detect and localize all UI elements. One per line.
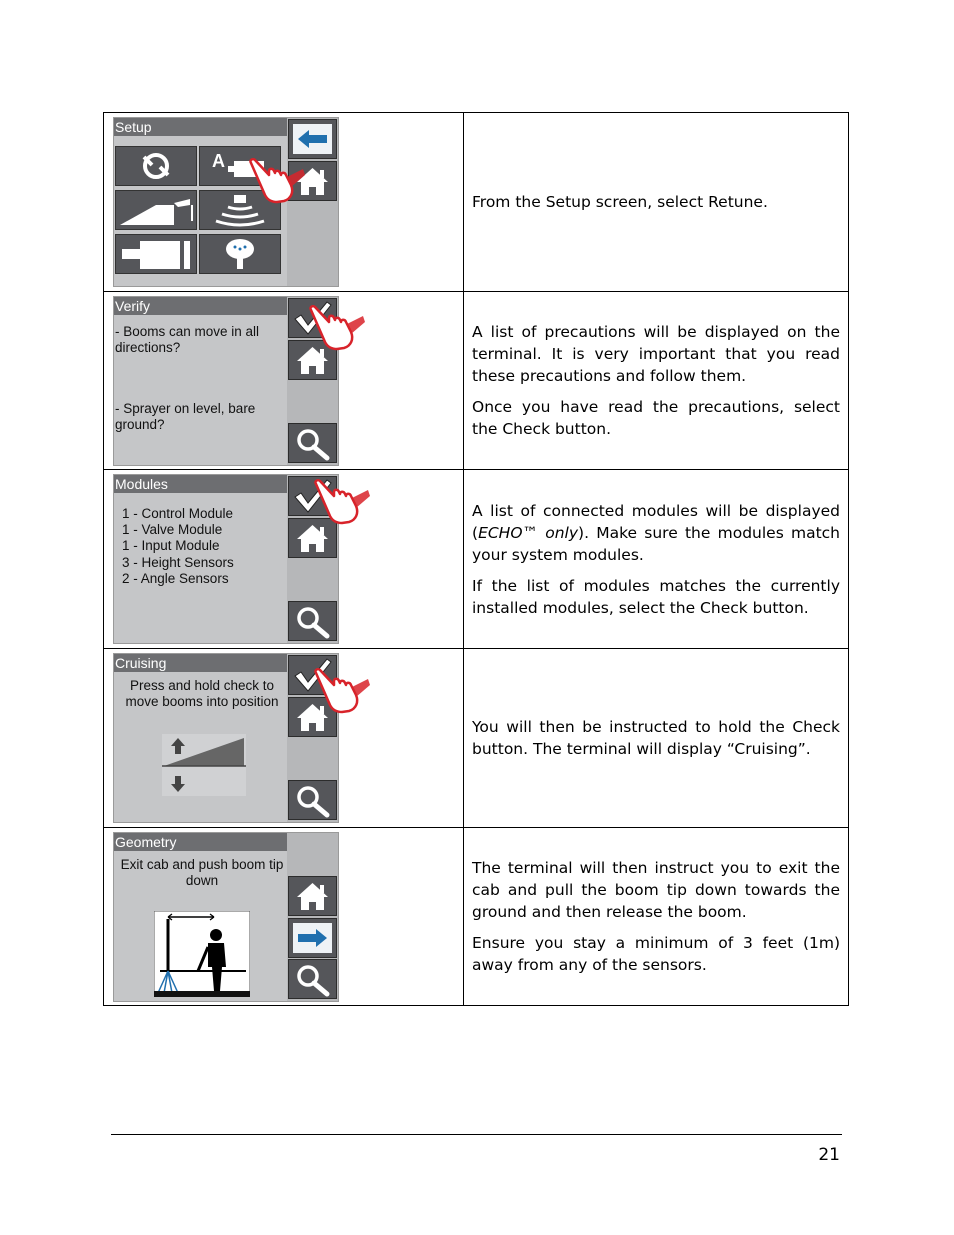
screen-title: Geometry	[114, 833, 287, 851]
back-book-icon	[289, 120, 336, 158]
instruction-text	[464, 649, 849, 828]
page-number: 21	[818, 1145, 840, 1165]
screenshot-cell	[104, 470, 464, 649]
zoom-button[interactable]	[288, 601, 337, 641]
hand-pointer-icon	[312, 478, 372, 526]
home-button[interactable]	[288, 876, 337, 916]
paragraph: If the list of modules matches the currently installed modules, select the Check button.	[472, 576, 840, 617]
paragraph: A list of precautions will be displayed on the terminal. It is very important that you read these precautions and follow them.	[472, 323, 840, 385]
screen-title: Cruising	[114, 654, 287, 672]
module-line: 1 - Input Module	[122, 538, 220, 553]
paragraph: Once you have read the precautions, select the Check button.	[472, 398, 840, 438]
zoom-button[interactable]	[288, 780, 337, 820]
screen-title: Setup	[114, 118, 287, 136]
next-button[interactable]	[288, 918, 337, 958]
diagnostics-tile[interactable]	[199, 234, 281, 274]
screenshot-cell	[104, 649, 464, 828]
instruction-table	[103, 112, 849, 1006]
boom-icon	[116, 191, 196, 229]
module-line: 1 - Valve Module	[122, 522, 223, 537]
magnifier-icon	[289, 602, 336, 640]
module-line: 3 - Height Sensors	[122, 555, 234, 570]
instruction-text	[464, 113, 849, 292]
boom-raise-lower-icon	[162, 734, 246, 796]
probe-icon	[200, 235, 280, 273]
cruising-instruction: Press and hold check to move booms into position	[125, 678, 279, 709]
instruction-text	[464, 292, 849, 470]
screen-title: Modules	[114, 475, 287, 493]
zoom-button[interactable]	[288, 959, 337, 999]
forward-book-icon	[289, 919, 336, 957]
instruction-text	[464, 470, 849, 649]
text-span: A list of connected modules will be displayed (	[472, 501, 840, 542]
table-row	[104, 649, 849, 828]
module-line: 1 - Control Module	[122, 506, 234, 521]
paragraph: The terminal will then instruct you to exit the cab and pull the boom tip down towards the ground and then release the boom.	[472, 859, 840, 921]
home-icon	[289, 877, 336, 915]
side-panel	[287, 833, 338, 1001]
geometry-instruction: Exit cab and push boom tip down	[120, 857, 284, 888]
module-tile[interactable]	[115, 234, 197, 274]
precaution-1: - Booms can move in all directions?	[115, 324, 260, 355]
wrench-gear-icon	[116, 147, 196, 185]
terminal-screen-verify	[113, 296, 339, 466]
paragraph: From the Setup screen, select Retune.	[472, 193, 768, 211]
module-line: 2 - Angle Sensors	[122, 571, 229, 586]
screenshot-cell	[104, 113, 464, 292]
magnifier-icon	[289, 781, 336, 819]
back-button[interactable]	[288, 119, 337, 159]
hand-pointer-icon	[247, 157, 307, 205]
hand-pointer-icon	[307, 304, 367, 352]
settings-tile[interactable]	[115, 146, 197, 186]
terminal-screen-modules	[113, 474, 339, 644]
terminal-screen-cruising	[113, 653, 339, 823]
magnifier-icon	[289, 424, 336, 462]
push-boom-illustration	[154, 911, 250, 997]
screenshot-cell	[104, 292, 464, 470]
footer-rule	[111, 1134, 842, 1135]
module-icon	[116, 235, 196, 273]
magnifier-icon	[289, 960, 336, 998]
instruction-text	[464, 828, 849, 1006]
table-row	[104, 828, 849, 1006]
table-row	[104, 470, 849, 649]
product-note: ECHO™ only	[478, 523, 579, 542]
paragraph: Ensure you stay a minimum of 3 feet (1m) away from any of the sensors.	[472, 934, 840, 974]
screenshot-cell	[104, 828, 464, 1006]
screen-title: Verify	[114, 297, 287, 315]
table-row	[104, 113, 849, 292]
zoom-button[interactable]	[288, 423, 337, 463]
svg-text:A: A	[212, 151, 225, 171]
paragraph	[472, 500, 840, 566]
hand-pointer-icon	[312, 667, 372, 715]
text-span: ). Make sure the modules match your system modules.	[472, 523, 841, 564]
table-row	[104, 292, 849, 470]
precaution-2: - Sprayer on level, bare ground?	[115, 401, 256, 432]
boom-tile[interactable]	[115, 190, 197, 230]
paragraph: You will then be instructed to hold the Check button. The terminal will display “Cruising”.	[472, 718, 840, 758]
terminal-screen-geometry	[113, 832, 339, 1002]
